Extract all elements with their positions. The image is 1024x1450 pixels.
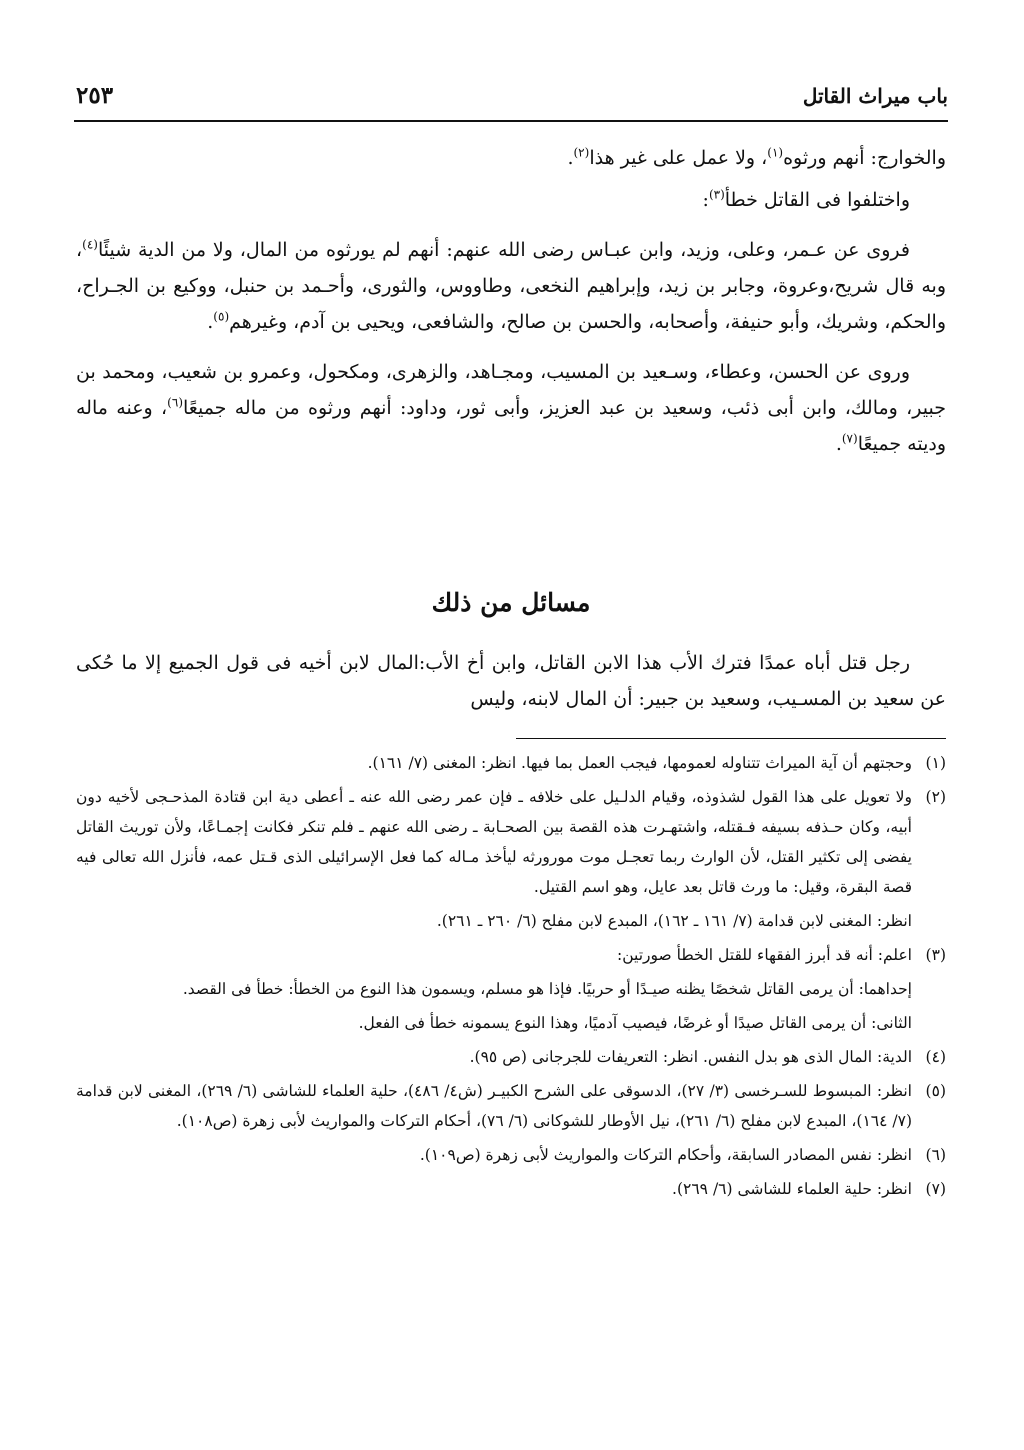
footnote-number: (٤) bbox=[925, 1048, 946, 1066]
footnote-ref-1: (١) bbox=[767, 145, 784, 160]
footnote-1: (١) وحجتهم أن آية الميراث تتناوله لعمومها، فيجب العمل بما فيها. انظر: المغنى (٧/ ١٦١). bbox=[76, 748, 946, 778]
footnote-5: (٥) انظر: المبسوط للسـرخسى (٣/ ٢٧)، الدسوقى على الشرح الكبيـر (ش٤/ ٤٨٦)، حلية العلماء للشاشى (٦/ ٢٦٩)، المغنى لابن قدامة (٧/ ١٦٤)، المبدع لابن مفلح (٦/ ٢٦١)، نيل الأوطار للشوكانى (٦/ ٧٦)، أحكام التركات والمواريث لأبى زهرة (ص١٠٨). bbox=[76, 1076, 946, 1136]
footnote-4: (٤) الدية: المال الذى هو بدل النفس. انظر: التعريفات للجرجانى (ص ٩٥). bbox=[76, 1042, 946, 1072]
footnote-2: (٢) ولا تعويل على هذا القول لشذوذه، وقيام الدلـيل على خلافه ـ فإن عمر رضى الله عنه ـ أعطى دية ابن قتادة المذحـجى لأخيه دون أبيه، وكان حـذفه بسيفه فـقتله، واشتهـرت هذه القصة بين الصحـابة ـ رضى الله عنهم ـ فلم تنكر فكانت إجمـاعًا، ولأن توريث القاتل يفضى إلى تكثير القتل، لأن الوارث ربما تعجـل موت مورورثه ليأخذ مـاله كما فعل الإسرائيلى الذى قـتل عمه، فأنزل الله تعالى فيه قصة البقرة، وقيل: ما ورث قاتل بعد عايل، وهو اسم القتيل. bbox=[76, 782, 946, 902]
chapter-title: باب ميراث القاتل bbox=[802, 84, 948, 108]
footnote-number: (٢) bbox=[925, 788, 946, 806]
footnote-6: (٦) انظر: نفس المصادر السابقة، وأحكام التركات والمواريث لأبى زهرة (ص١٠٩). bbox=[76, 1140, 946, 1170]
footnote-number: (٦) bbox=[925, 1146, 946, 1164]
running-header bbox=[74, 80, 948, 122]
paragraph-2: واختلفوا فى القاتل خطأ$^{(٣)}$: bbox=[702, 187, 910, 211]
footnote-number: (١) bbox=[925, 754, 946, 772]
main-text bbox=[76, 140, 946, 476]
section-paragraph: رجل قتل أباه عمدًا فترك الأب هذا الابن القاتل، وابن أخ الأب:المال لابن أخيه فى قول الجميع إلا ما حُكى عن سعيد بن المسـيب، وسعيد بن جبير: أن المال لابنه، وليس bbox=[76, 652, 946, 710]
footnote-3: (٣) اعلم: أنه قد أبرز الفقهاء للقتل الخطأ صورتين: bbox=[76, 940, 946, 970]
section-heading: مسائل من ذلك bbox=[431, 588, 591, 617]
footnote-divider bbox=[516, 738, 946, 739]
paragraph-4: وروى عن الحسن، وعطاء، وسـعيد بن المسيب، ومجـاهد، والزهرى، ومكحول، وعمرو بن شعيب، ومحمد بن جبير، ومالك، وابن أبى ذئب، وسعيد بن عبد العزيز، وأبى ثور، وداود: أنهم ورثوه من ماله جميعًا$^{(٦)}$، وعنه ماله وديته جميعًا$^{(٧)}$. bbox=[76, 361, 946, 455]
footnote-7: (٧) انظر: حلية العلماء للشاشى (٦/ ٢٦٩). bbox=[76, 1174, 946, 1204]
footnote-ref-6: (٦) bbox=[167, 395, 183, 410]
footnote-ref-3: (٣) bbox=[708, 187, 725, 202]
footnote-2-source: انظر: المغنى لابن قدامة (٧/ ١٦١ ـ ١٦٢)، المبدع لابن مفلح (٦/ ٢٦٠ ـ ٢٦١). bbox=[436, 912, 912, 930]
footnote-number: (٥) bbox=[925, 1082, 946, 1100]
footnote-3-case-2: الثانى: أن يرمى القاتل صيدًا أو غرضًا، فيصيب آدميًا، وهذا النوع يسمونه خطأ فى الفعل. bbox=[358, 1014, 912, 1032]
page-number: ٢٥٣ bbox=[76, 82, 114, 109]
paragraph-1: والخوارج: أنهم ورثوه$^{(١)}$، ولا عمل على غير هذا$^{(٢)}$. bbox=[567, 145, 946, 169]
footnote-number: (٧) bbox=[925, 1180, 946, 1198]
paragraph-3: فروى عن عـمر، وعلى، وزيد، وابن عبـاس رضى الله عنهم: أنهم لم يورثوه من المال، ولا من الدية شيئًا$^{(٤)}$، وبه قال شريح،وعروة، وجابر بن زيد، وإبراهيم النخعى، وطاووس، والثورى، وأحـمد بن حنبل، ووكيع بن الجـراح، والحكم، وشريك، وأبو حنيفة، وأصحابه، والحسن بن صالح، والشافعى، ويحيى بن آدم، وغيرهم$^{(٥)}$. bbox=[76, 237, 946, 333]
footnotes bbox=[76, 748, 946, 1208]
footnote-ref-4: (٤) bbox=[82, 237, 98, 252]
footnote-ref-7: (٧) bbox=[841, 431, 858, 446]
footnote-3-case-1: إحداهما: أن يرمى القاتل شخصًا يظنه صيـدًا أو حربيًا. فإذا هو مسلم، ويسمون هذا النوع من الخطأ: خطأ فى القصد. bbox=[182, 980, 912, 998]
footnote-number: (٣) bbox=[925, 946, 946, 964]
footnote-ref-5: (٥) bbox=[213, 309, 230, 324]
footnote-ref-2: (٢) bbox=[573, 145, 590, 160]
